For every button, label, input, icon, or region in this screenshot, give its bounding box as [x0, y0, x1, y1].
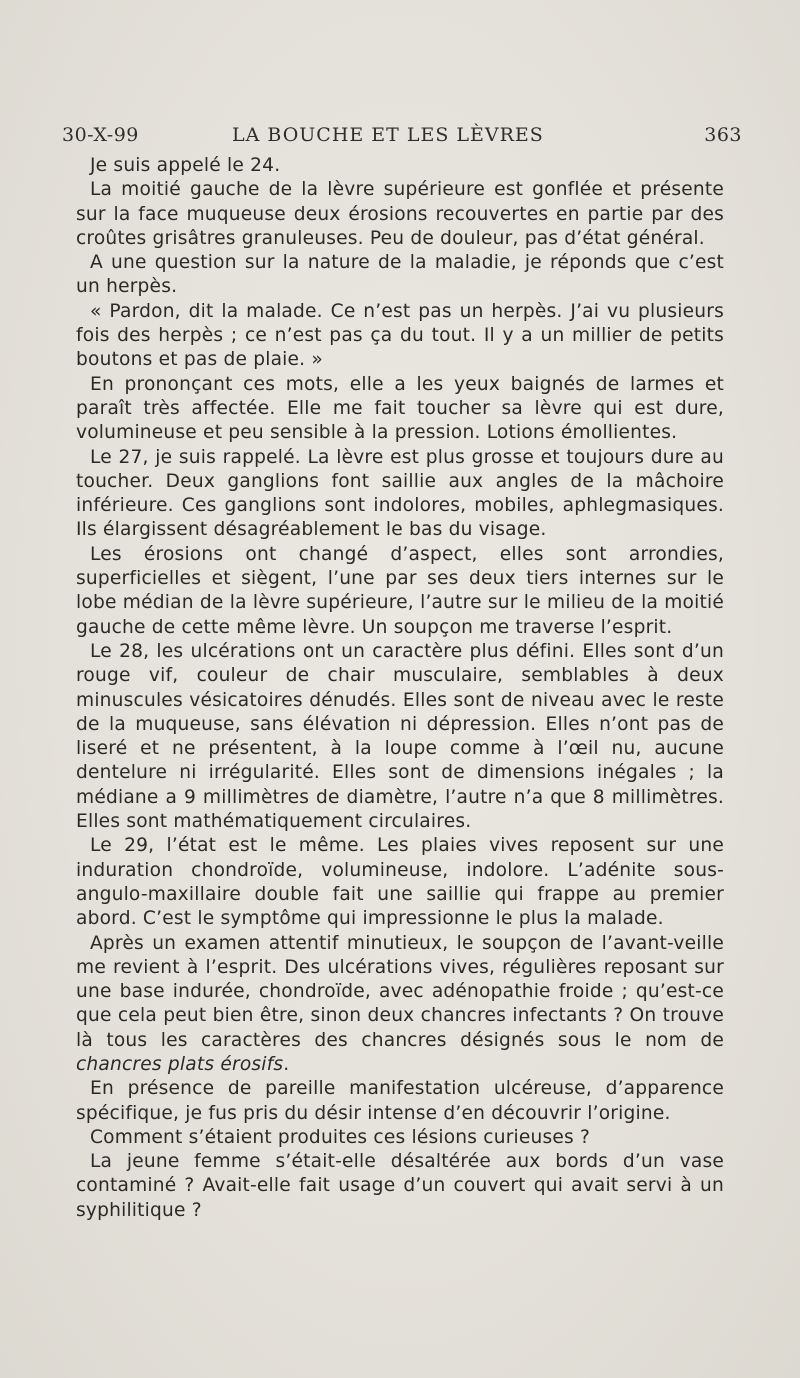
- paragraph: Les érosions ont changé d’aspect, elles sont arrondies, superficielles et siègent, l’une par ses deux tiers internes sur le lobe médian de la lèvre supérieure, l’autre sur le milieu de la moitié gauche de cette même lèvre. Un soupçon me traverse l’esprit.: [76, 543, 724, 638]
- paragraph: Le 27, je suis rappelé. La lèvre est plus grosse et toujours dure au toucher. Deux ganglions font saillie aux angles de la mâchoire inférieure. Ces ganglions sont indolores, mobiles, aphlegmasiques. Ils élargissent désagréablement le bas du visage.: [76, 446, 724, 541]
- paragraph: En prononçant ces mots, elle a les yeux baignés de larmes et paraît très affectée. Elle me fait toucher sa lèvre qui est dure, volumineuse et peu sensible à la pression. Lotions émollientes.: [76, 373, 724, 444]
- body-text: [76, 154, 724, 1223]
- running-header: [62, 124, 742, 154]
- paragraph: La moitié gauche de la lèvre supérieure est gonflée et présente sur la face muqueuse deux érosions recouvertes en partie par des croûtes grisâtres granuleuses. Peu de douleur, pas d’état général.: [76, 179, 724, 249]
- paragraph: La jeune femme s’était-elle désaltérée aux bords d’un vase contaminé ? Avait-elle fait usage d’un couvert qui avait servi à un syphilitique ?: [76, 1151, 724, 1221]
- paragraph: « Pardon, dit la malade. Ce n’est pas un herpès. J’ai vu plusieurs fois des herpès ; ce n’est pas ça du tout. Il y a un millier de petits boutons et pas de plaie. »: [76, 300, 724, 371]
- italic-term: chancres plats érosifs: [76, 1053, 284, 1075]
- paragraph: Le 29, l’état est le même. Les plaies vives reposent sur une induration chondroïde, volumineuse, indolore. L’adénite sous-angulo-maxillaire double fait une saillie qui frappe au premier abord. C’est le symptôme qui impressionne le plus la malade.: [76, 835, 724, 930]
- page-number: 363: [704, 124, 742, 146]
- paragraph-with-italic: [76, 932, 724, 1078]
- running-title: LA BOUCHE ET LES LÈVRES: [232, 124, 544, 146]
- paragraph-text-end: .: [283, 1053, 290, 1075]
- paragraph: Comment s’étaient produites ces lésions curieuses ?: [90, 1126, 591, 1148]
- paragraph: Le 28, les ulcérations ont un caractère plus défini. Elles sont d’un rouge vif, couleur de chair musculaire, semblables à deux minuscules vésicatoires dénudés. Elles sont de niveau avec le reste de la muqueuse, sans élévation ni dépression. Elles n’ont pas de liseré et ne présentent, à la loupe comme à l’œil nu, aucune dentelure ni irrégularité. Elles sont de dimensions inégales ; la médiane a 9 millimètres de diamètre, l’autre n’a que 8 millimètres. Elles sont mathématiquement circulaires.: [76, 640, 724, 833]
- paragraph: Je suis appelé le 24.: [90, 155, 281, 176]
- paragraph-text: Après un examen attentif minutieux, le soupçon de l’avant-veille me revient à l’esprit. Des ulcérations vives, régulières reposant sur une base indurée, chondroïde, avec adénopathie froide ; qu’est-ce que cela peut bien être, sinon deux chancres infectants ? On trouve là tous les caractères des chancres désignés sous le nom de: [76, 932, 724, 1051]
- paragraph: En présence de pareille manifestation ulcéreuse, d’apparence spécifique, je fus pris du désir intense d’en découvrir l’origine.: [76, 1078, 724, 1124]
- paragraph: A une question sur la nature de la maladie, je réponds que c’est un herpès.: [76, 252, 724, 298]
- header-date: 30-X-99: [62, 124, 139, 146]
